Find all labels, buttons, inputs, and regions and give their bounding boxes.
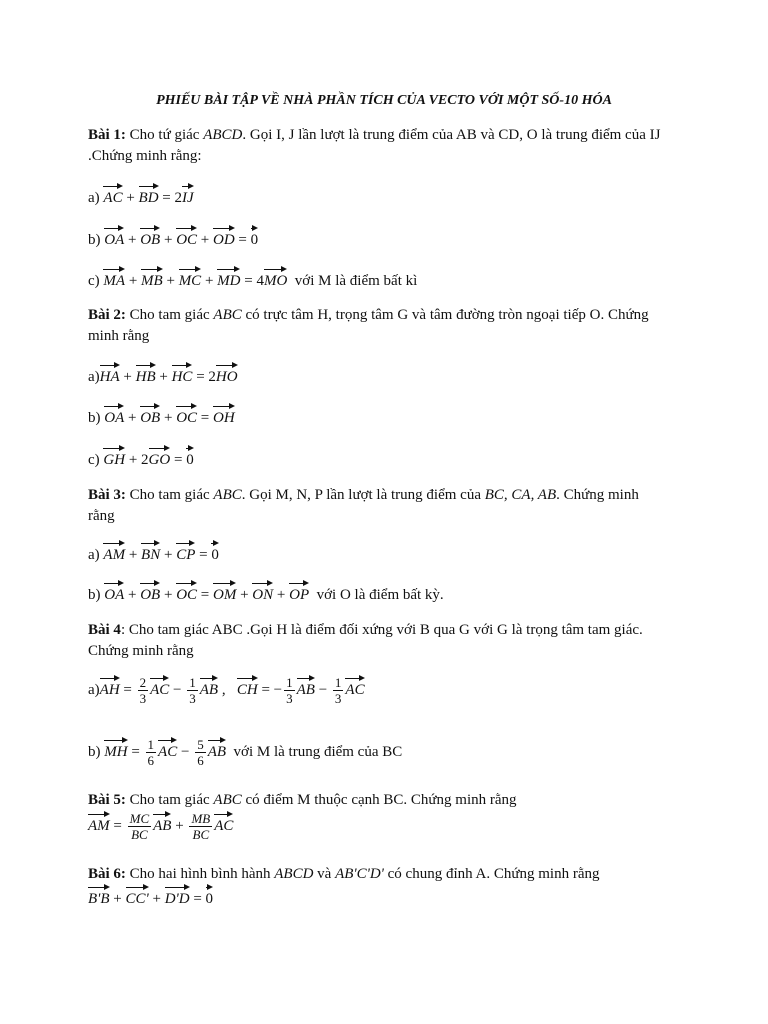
exercise-1c-formula: c) MA + MB + MC + MD = 4MO với M là điểm bất kì [88, 266, 688, 292]
exercise-3-label: Bài 3: [88, 487, 126, 503]
exercise-1-label: Bài 1: [88, 127, 126, 143]
exercise-2-intro: Bài 2: Cho tam giác ABC có trực tâm H, trọng tâm G và tâm đường tròn ngoại tiếp O. Chứng minh rằng [88, 307, 649, 344]
exercise-3-intro: Bài 3: Cho tam giác ABC. Gọi M, N, P lần lượt là trung điểm của BC, CA, AB. Chứng minh rằng [88, 487, 639, 524]
exercise-5-intro: Bài 5: Cho tam giác ABC có điểm M thuộc cạnh BC. Chứng minh rằng [88, 792, 517, 808]
exercise-5-label: Bài 5: [88, 792, 126, 808]
exercise-4a-formula: a)AH = $\frac{2}{3}$ AC − $\frac{1}{3}$ AB , CH = − $\frac{1}{3}$ AB − $\frac{1}{3}$ AC [88, 675, 365, 707]
exercise-2a-formula: a)HA + HB + HC = 2HO [88, 362, 688, 388]
exercise-1-intro: Bài 1: Cho tứ giác ABCD. Gọi I, J lần lượt là trung điểm của AB và CD, O là trung điểm của IJ .Chứng minh rằng: [88, 127, 661, 164]
exercise-6-intro: Bài 6: Cho hai hình bình hành ABCD và AB'C'D' có chung đỉnh A. Chứng minh rằng [88, 866, 600, 882]
exercise-1a-formula: a) AC + BD = 2IJ [88, 183, 688, 209]
exercise-3a-formula: a) AM + BN + CP = 0 [88, 540, 688, 566]
exercise-3b-formula: b) OA + OB + OC = OM + ON + OP với O là điểm bất kỳ. [88, 580, 688, 606]
exercise-4-label: Bài 4 [88, 622, 121, 638]
exercise-5-formula: AM = $\frac{MC}{BC}$ AB + $\frac{MB}{BC}$ AC [88, 811, 234, 843]
exercise-4b-formula: b) MH = $\frac{1}{6}$ AC − $\frac{5}{6}$ AB với M là trung điểm của BC [88, 737, 403, 769]
exercise-2-label: Bài 2: [88, 307, 126, 323]
exercise-2b-formula: b) OA + OB + OC = OH [88, 403, 688, 429]
exercise-1b-formula: b) OA + OB + OC + OD = 0 [88, 225, 688, 251]
exercise-2c-formula: c) GH + 2GO = 0 [88, 445, 688, 471]
exercise-6-formula: B'B + CC' + D'D = 0 [88, 884, 688, 910]
exercise-6-label: Bài 6: [88, 866, 126, 882]
exercise-4-intro: Bài 4: Cho tam giác ABC .Gọi H là điểm đối xứng với B qua G với G là trọng tâm tam giác. Chứng minh rằng [88, 622, 643, 659]
worksheet-title: PHIẾU BÀI TẬP VỀ NHÀ PHẦN TÍCH CỦA VECTO VỚI MỘT SỐ-10 HÓA [156, 93, 612, 108]
